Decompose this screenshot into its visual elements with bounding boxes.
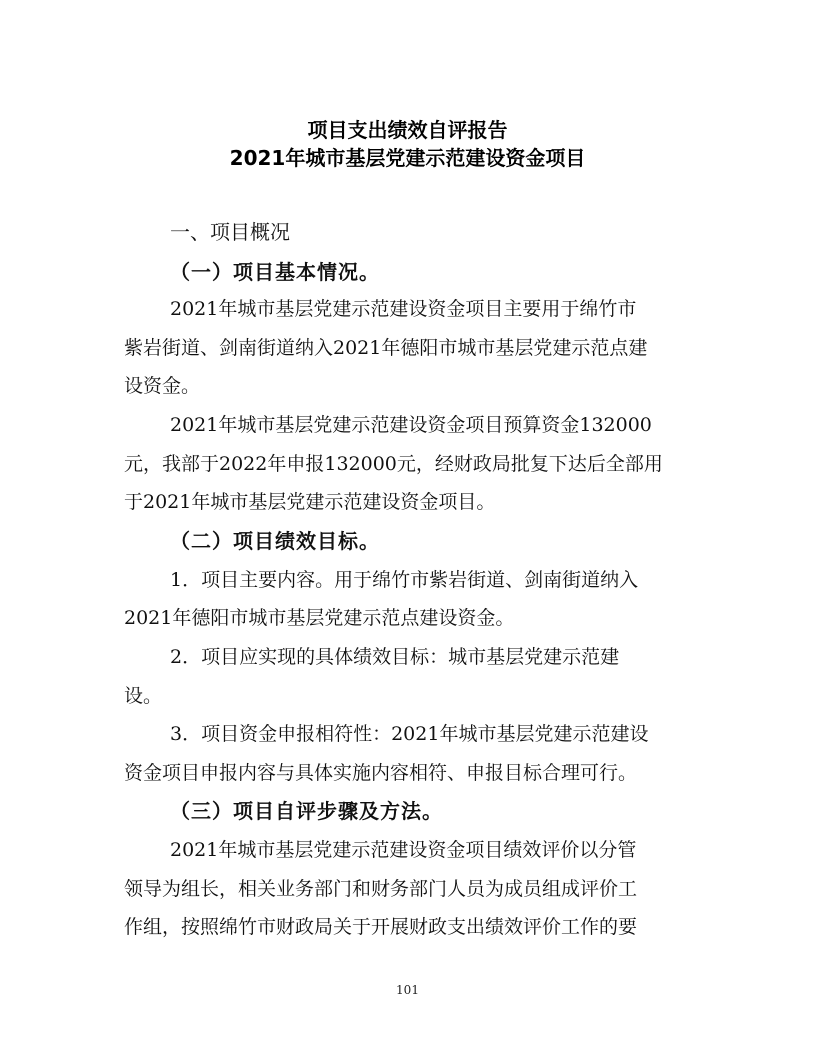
- page-number: 101: [396, 983, 419, 997]
- list-item-line: 设。: [124, 685, 163, 707]
- subheading-performance-goals: （二）项目绩效目标。: [170, 529, 380, 553]
- paragraph-line: 紫岩街道、剑南街道纳入2021年德阳市城市基层党建示范点建: [124, 337, 648, 359]
- section-heading-overview: 一、项目概况: [170, 220, 290, 244]
- list-item-line: 资金项目申报内容与具体实施内容相符、申报目标合理可行。: [124, 762, 638, 784]
- list-item-line: 2．项目应实现的具体绩效目标：城市基层党建示范建: [170, 646, 620, 668]
- paragraph-line: 领导为组长，相关业务部门和财务部门人员为成员组成评价工: [124, 878, 638, 900]
- paragraph-line: 2021年城市基层党建示范建设资金项目主要用于绵竹市: [170, 298, 637, 320]
- paragraph-line: 2021年城市基层党建示范建设资金项目预算资金132000: [170, 414, 652, 436]
- list-item-line: 2021年德阳市城市基层党建示范点建设资金。: [124, 607, 515, 629]
- report-title: 项目支出绩效自评报告: [307, 118, 508, 142]
- paragraph-line: 元，我部于2022年申报132000元，经财政局批复下达后全部用: [124, 453, 663, 475]
- paragraph-line: 设资金。: [124, 375, 201, 397]
- project-title: 2021年城市基层党建示范建设资金项目: [229, 146, 586, 170]
- list-item-line: 3．项目资金申报相符性：2021年城市基层党建示范建设: [170, 723, 649, 745]
- subheading-evaluation-method: （三）项目自评步骤及方法。: [170, 799, 443, 823]
- list-item-line: 1．项目主要内容。用于绵竹市紫岩街道、剑南街道纳入: [170, 569, 639, 591]
- paragraph-line: 2021年城市基层党建示范建设资金项目绩效评价以分管: [170, 839, 637, 861]
- paragraph-line: 于2021年城市基层党建示范建设资金项目。: [124, 491, 496, 513]
- subheading-basic-info: （一）项目基本情况。: [170, 260, 380, 284]
- paragraph-line: 作组，按照绵竹市财政局关于开展财政支出绩效评价工作的要: [124, 916, 638, 938]
